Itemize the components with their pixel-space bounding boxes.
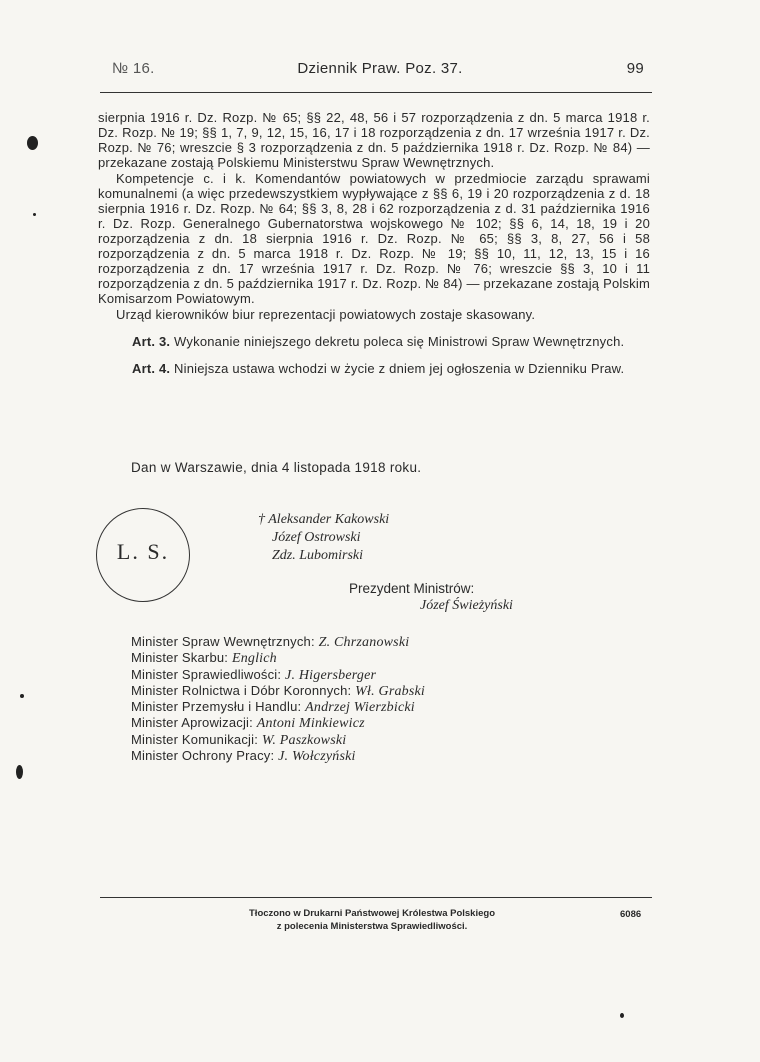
imprint-line-1: Tłoczono w Drukarni Państwowej Królestwa Polskiego — [249, 908, 495, 919]
minister-signature: J. Higersberger — [285, 667, 377, 683]
minister-office: Minister Ochrony Pracy: — [131, 748, 275, 764]
imprint-line-2: z polecenia Ministerstwa Sprawiedliwości. — [276, 921, 468, 932]
regency-signatures — [258, 511, 389, 565]
paragraph-text: Urząd kierowników biur reprezentacji powiatowych zostaje skasowany. — [116, 307, 536, 322]
date-line: Dan w Warszawie, dnia 4 listopada 1918 roku. — [131, 460, 422, 475]
prime-minister-label: Prezydent Ministrów: — [349, 581, 475, 596]
article-number: Art. 4. — [132, 361, 171, 376]
minister-row — [131, 732, 425, 748]
signature-kakowski: † Aleksander Kakowski — [258, 512, 390, 527]
minister-office: Minister Rolnictwa i Dóbr Koronnych: — [131, 682, 352, 698]
paragraph — [98, 361, 650, 376]
minister-office: Minister Aprowizacji: — [131, 715, 253, 731]
minister-row — [131, 634, 425, 650]
paragraph — [98, 171, 650, 306]
footer-rule — [100, 897, 652, 898]
seal-text: L. S. — [116, 539, 170, 564]
ink-speck — [620, 1013, 624, 1018]
minister-office: Minister Sprawiedliwości: — [131, 666, 282, 682]
print-code: 6086 — [620, 909, 642, 920]
header-rule — [100, 92, 652, 93]
minister-signature: Wł. Grabski — [355, 683, 426, 699]
ink-blot — [27, 136, 38, 150]
paragraph — [98, 307, 650, 322]
paragraph — [98, 334, 650, 349]
minister-row — [131, 748, 425, 764]
paragraph — [98, 110, 650, 170]
minister-signature: Englich — [231, 651, 277, 667]
paragraph-text: Kompetencje c. i k. Komendantów powiatowych w przedmiocie zarządu sprawami komunalnemi (a więc przedewszystkiem wypływające z §§ 6, 19 i 20 rozporządzenia z d. 18 sierpnia 1916 r. Dz. Rozp. № 64; §§ 3, 8, 28 i 62 rozporządzenia z d. 31 października 1916 r. Dz. Rozp. Generalnego Gubernatorstwa wojskowego № 102; §§ 6, 14, 18, 19 i 20 rozporządzenia z dn. 18 sierpnia 1916 r. Dz. Rozp. № 65; §§ 3, 8, 27, 56 i 58 rozporządzenia z dn. 5 marca 1918 r. Dz. Rozp. № 19; §§ 10, 11, 12, 13, 15 i 16 rozporządzenia z dn. 17 września 1917 r. Dz. Rozp. № 76; wreszcie §§ 3, 10 i 11 rozporządzenia z dn. 5 października 1917 r. Dz. Rozp. № 84) — przekazane zostają Polskim Komisarzom Powiatowym. — [98, 171, 650, 306]
paragraph-text: Niniejsza ustawa wchodzi w życie z dniem jej ogłoszenia w Dzienniku Praw. — [170, 361, 625, 376]
minister-signature: Antoni Minkiewicz — [256, 716, 365, 732]
minister-office: Minister Przemysłu i Handlu: — [131, 699, 302, 715]
minister-office: Minister Spraw Wewnętrznych: — [131, 634, 315, 649]
page-number: 99 — [626, 60, 644, 77]
seal-stamp — [96, 508, 190, 602]
journal-title: Dziennik Praw. Poz. 37. — [297, 60, 463, 77]
minister-row — [131, 699, 425, 715]
minister-row — [131, 650, 425, 666]
minister-signature: J. Wołczyński — [278, 749, 356, 765]
decree-body — [98, 110, 650, 377]
signature-lubomirski: Zdz. Lubomirski — [272, 548, 364, 563]
minister-signature: W. Paszkowski — [261, 732, 347, 748]
page-header — [112, 60, 648, 84]
paragraph-text: sierpnia 1916 r. Dz. Rozp. № 65; §§ 22, 48, 56 i 57 rozporządzenia z dn. 5 marca 1918 r. Dz. Rozp. № 19; §§ 1, 7, 9, 12, 15, 16, 17 i 18 rozporządzenia z dn. 17 września 1917 r. Dz. Rozp. № 76; wreszcie § 3 rozporządzenia z dn. 5 października 1918 r. Dz. Rozp. № 84) — przekazane zostają Polskiemu Ministerstwu Spraw Wewnętrznych. — [98, 110, 650, 170]
printer-imprint — [160, 907, 584, 933]
ink-speck — [33, 213, 36, 216]
ink-speck — [20, 694, 24, 698]
minister-signature: Z. Chrzanowski — [318, 635, 410, 650]
minister-office: Minister Komunikacji: — [131, 731, 259, 747]
paragraph-text: Wykonanie niniejszego dekretu poleca się Ministrowi Spraw Wewnętrznych. — [170, 334, 625, 349]
minister-signature: Andrzej Wierzbicki — [305, 700, 415, 716]
minister-office: Minister Skarbu: — [131, 650, 229, 666]
signature-ostrowski: Józef Ostrowski — [272, 530, 361, 545]
minister-row — [131, 667, 425, 683]
ministers-list — [131, 634, 425, 764]
ink-blot — [16, 765, 23, 779]
issue-number: № 16. — [112, 60, 155, 77]
minister-row — [131, 683, 425, 699]
prime-minister-name: Józef Świeżyński — [420, 598, 513, 613]
minister-row — [131, 715, 425, 731]
article-number: Art. 3. — [132, 334, 171, 349]
